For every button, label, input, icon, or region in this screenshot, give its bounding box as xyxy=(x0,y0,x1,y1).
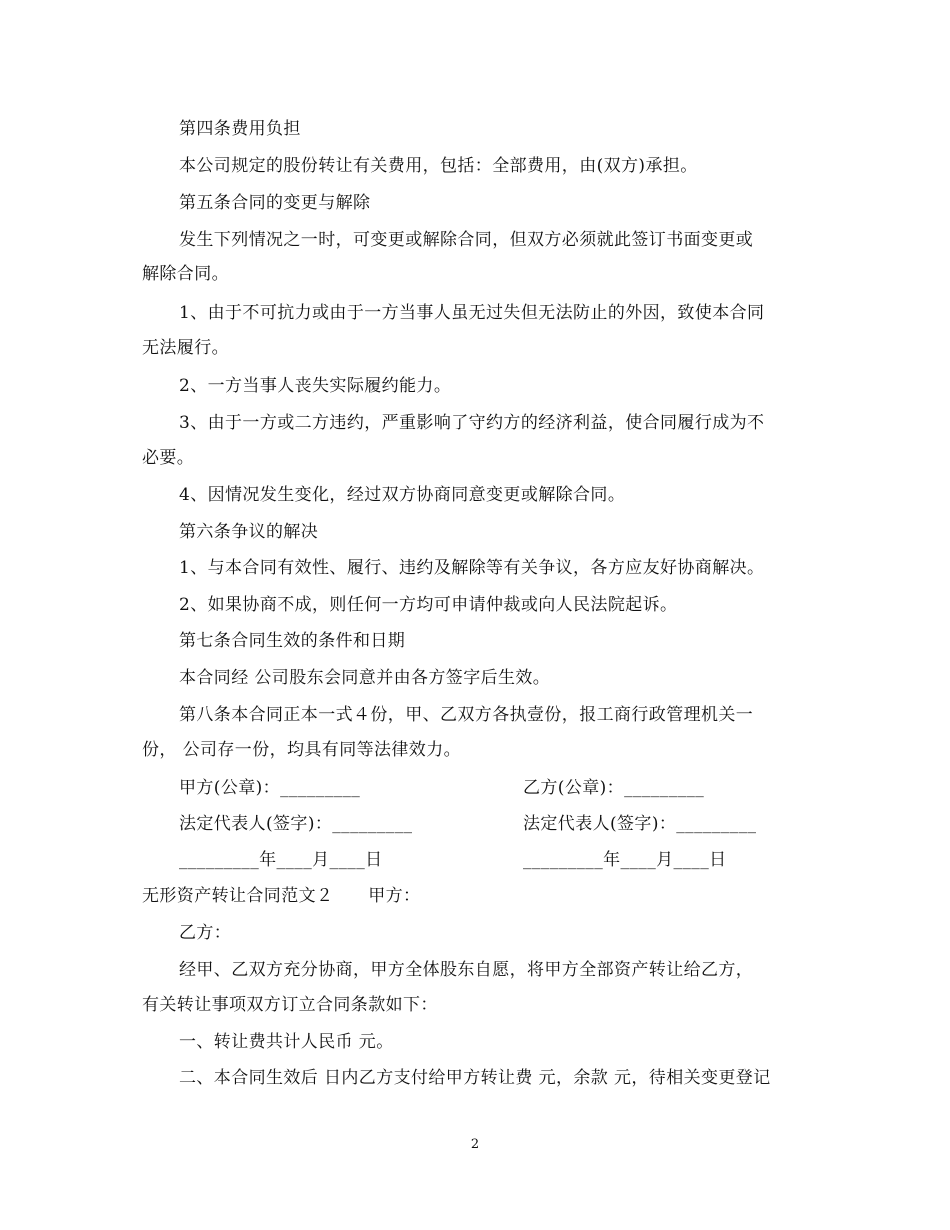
article-4-heading: 第四条费用负担 xyxy=(179,119,301,139)
party-a-seal-line: 甲方(公章)：_________ xyxy=(179,778,361,798)
article-5-heading: 第五条合同的变更与解除 xyxy=(179,193,371,213)
party-b-date-line: _________年____月____日 xyxy=(523,850,727,870)
paragraph-line: 2、如果协商不成，则任何一方均可申请仲裁或向人民法院起诉。 xyxy=(179,595,678,615)
paragraph-line: 4、因情况发生变化，经过双方协商同意变更或解除合同。 xyxy=(179,485,626,505)
paragraph-line: 无法履行。 xyxy=(142,338,229,358)
sample-2-title: 无形资产转让合同范文２ 甲方： xyxy=(142,886,421,906)
party-b-seal-line: 乙方(公章)：_________ xyxy=(523,778,705,798)
paragraph-line: 经甲、乙双方充分协商，甲方全体股东自愿，将甲方全部资产转让给乙方， xyxy=(179,960,754,980)
paragraph-line: 解除合同。 xyxy=(142,264,229,284)
page-number: 2 xyxy=(470,1137,480,1152)
paragraph-line: 发生下列情况之一时，可变更或解除合同，但双方必须就此签订书面变更或 xyxy=(179,230,754,250)
paragraph-line: 2、一方当事人丧失实际履约能力。 xyxy=(179,376,452,396)
clause-2-line: 二、本合同生效后 日内乙方支付给甲方转让费 元，余款 元，待相关变更登记 xyxy=(179,1068,771,1088)
party-b-label: 乙方： xyxy=(179,923,232,943)
article-7-heading: 第七条合同生效的条件和日期 xyxy=(179,631,406,651)
paragraph-line: 必要。 xyxy=(142,448,195,468)
paragraph-line: 本合同经 公司股东会同意并由各方签字后生效。 xyxy=(179,668,551,688)
party-a-date-line: _________年____月____日 xyxy=(179,850,383,870)
paragraph-line: 有关转让事项双方订立合同条款如下： xyxy=(142,995,438,1015)
paragraph-line: 1、与本合同有效性、履行、违约及解除等有关争议，各方应友好协商解决。 xyxy=(179,558,765,578)
paragraph-line: 1、由于不可抗力或由于一方当事人虽无过失但无法防止的外因，致使本合同 xyxy=(179,303,765,323)
article-6-heading: 第六条争议的解决 xyxy=(179,522,319,542)
party-a-representative-line: 法定代表人(签字)：_________ xyxy=(179,814,413,834)
paragraph-line: 份， 公司存一份，均具有同等法律效力。 xyxy=(142,740,462,760)
article-8-line: 第八条本合同正本一式４份，甲、乙双方各执壹份，报工商行政管理机关一 xyxy=(179,705,754,725)
clause-1-line: 一、转让费共计人民币 元。 xyxy=(179,1032,394,1052)
paragraph-line: 本公司规定的股份转让有关费用，包括：全部费用，由(双方)承担。 xyxy=(179,156,698,176)
party-b-representative-line: 法定代表人(签字)：_________ xyxy=(523,814,757,834)
paragraph-line: 3、由于一方或二方违约，严重影响了守约方的经济利益，使合同履行成为不 xyxy=(179,413,765,433)
